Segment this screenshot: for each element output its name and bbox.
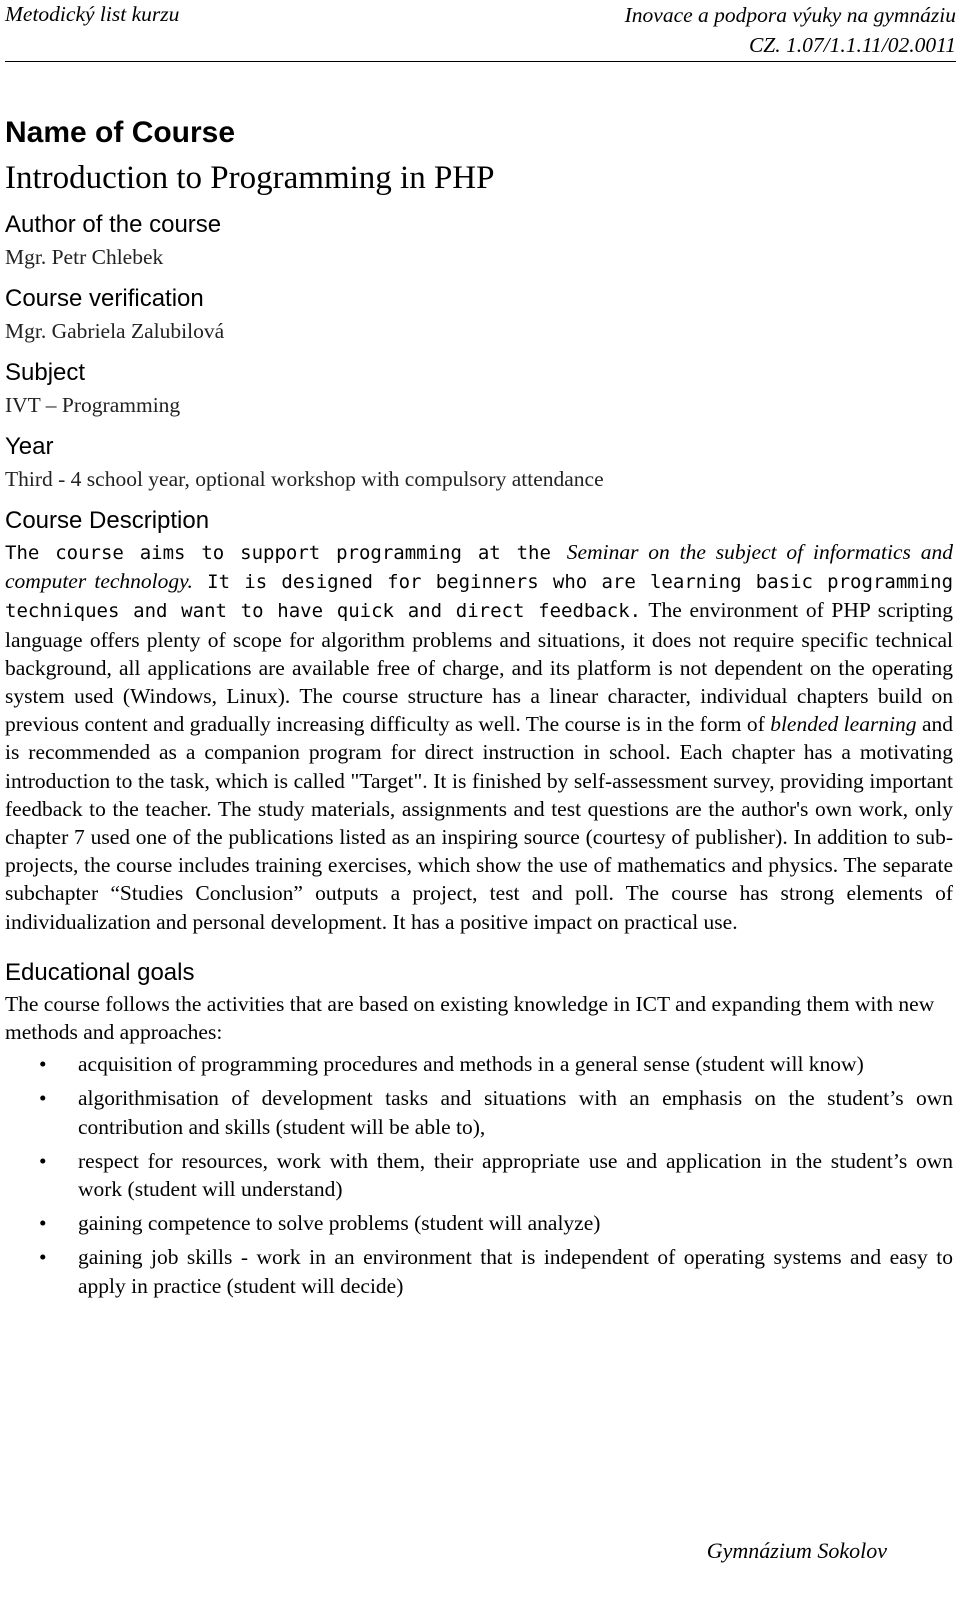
header-right-text [625, 0, 956, 60]
bullet-icon: • [39, 1148, 47, 1173]
description-environment: The environment of PHP scripting language offers plenty of scope for algorithm problems and situations, it does not require specific technical background, all applications are available free of charge, and its platform is not dependent on the operating system used (Windows, Linux). The course structure has a linear character, individual chapters build on previous content and gradually increasing difficulty as well. The course is in the form of [5, 598, 953, 737]
educational-goals-heading: Educational goals [5, 958, 195, 986]
list-item [5, 1050, 953, 1078]
course-description-text [5, 538, 953, 936]
list-item [5, 1147, 953, 1203]
verification-value: Mgr. Gabriela Zalubilová [5, 319, 225, 343]
bullet-icon: • [39, 1086, 47, 1111]
course-description-heading: Course Description [5, 507, 210, 534]
subject-value: IVT – Programming [5, 393, 181, 417]
year-value: Third - 4 school year, optional workshop with compulsory attendance [5, 467, 604, 491]
goal-text: gaining competence to solve problems (student will analyze) [78, 1211, 601, 1236]
list-item [5, 1084, 953, 1140]
description-seminar-name: Seminar on the subject of informatics and computer technology. [5, 540, 953, 594]
year-heading: Year [5, 433, 54, 460]
header-left-text: Metodický list kurzu [5, 2, 180, 26]
verification-heading: Course verification [5, 285, 204, 312]
list-item [5, 1209, 953, 1237]
description-intro: The course aims to support programming at the [5, 542, 567, 564]
goal-text: gaining job skills - work in an environment that is independent of operating systems and easy to apply in practice (student will decide) [78, 1245, 953, 1298]
goal-text: acquisition of programming procedures and methods in a general sense (student will know) [78, 1052, 864, 1077]
description-blended-learning: blended learning [770, 712, 917, 737]
bullet-icon: • [39, 1052, 47, 1077]
list-item [5, 1243, 953, 1299]
name-of-course-heading: Name of Course [5, 116, 236, 149]
bullet-icon: • [39, 1245, 47, 1270]
author-value: Mgr. Petr Chlebek [5, 245, 164, 269]
header-project-name: Inovace a podpora výuky na gymnáziu [624, 3, 956, 27]
goal-text: respect for resources, work with them, their appropriate use and application in the student’s own work (student will understand) [78, 1148, 953, 1202]
goals-list [5, 1050, 953, 1300]
course-title: Introduction to Programming in PHP [5, 160, 495, 196]
goals-intro-text: The course follows the activities that are based on existing knowledge in ICT and expanding them with new methods and approaches: [5, 991, 935, 1045]
course-sheet [5, 112, 953, 1306]
footer-school-name: Gymnázium Sokolov [706, 1538, 887, 1563]
header-divider [5, 61, 956, 62]
description-beginners: It is designed for beginners who are learning basic programming techniques and want to have quick and direct feedback. [5, 571, 954, 623]
goal-text: algorithmisation of development tasks and situations with an emphasis on the student’s own contribution and skills (student will be able to), [78, 1086, 953, 1139]
author-heading: Author of the course [5, 211, 222, 238]
description-rest: and is recommended as a companion program for direct instruction in school. Each chapter has a motivating introduction to the task, which is called "Target". It is finished by self-assessment survey, providing important feedback to the teacher. The study materials, assignments and test questions are the author's own work, only chapter 7 used one of the publications listed as an inspiring source (courtesy of publisher). In addition to sub-projects, the course includes training exercises, which show the use of mathematics and physics. The separate subchapter “Studies Conclusion” outputs a project, test and poll. The course has strong elements of individualization and personal development. It has a positive impact on practical use. [5, 712, 953, 934]
header-project-code: CZ. 1.07/1.1.11/02.0011 [748, 33, 956, 57]
subject-heading: Subject [5, 359, 86, 386]
bullet-icon: • [39, 1211, 47, 1236]
